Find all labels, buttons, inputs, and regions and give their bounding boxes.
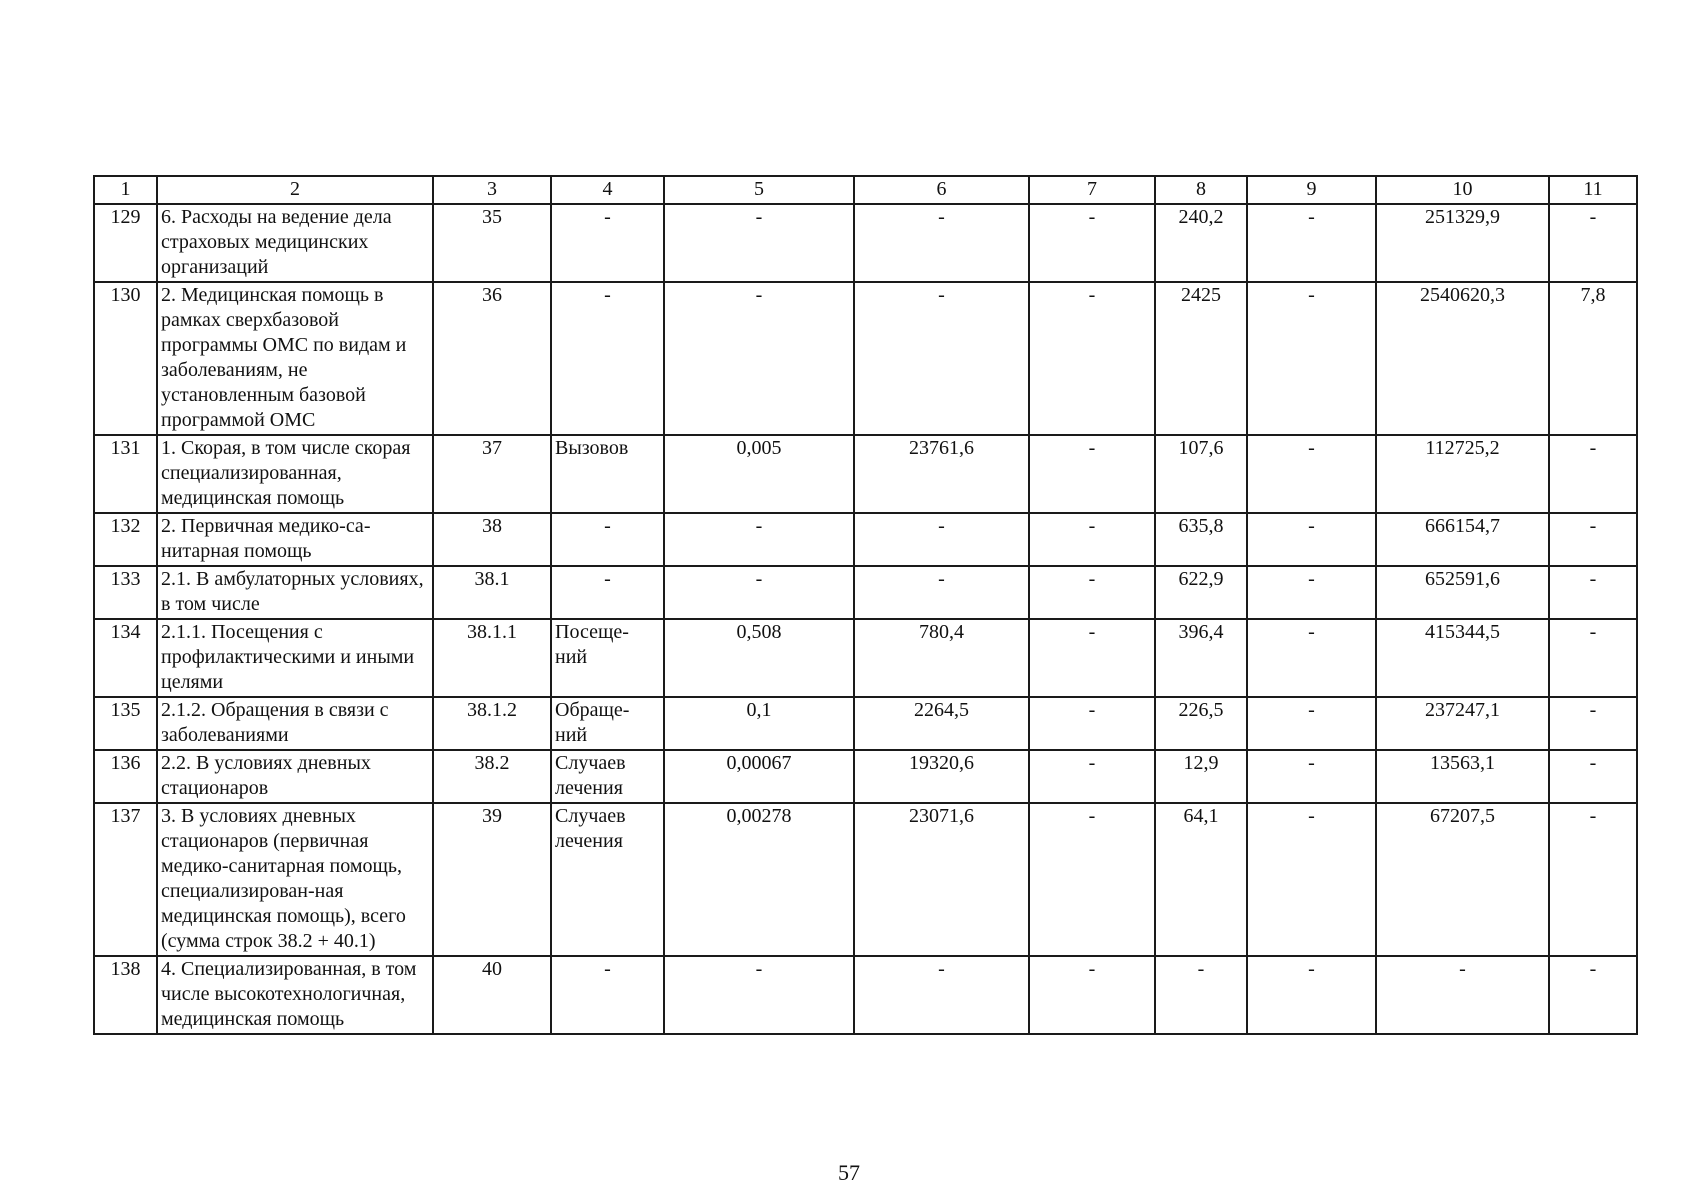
value-cell: - bbox=[854, 204, 1029, 282]
column-header: 9 bbox=[1247, 176, 1376, 204]
value-cell: - bbox=[1247, 566, 1376, 619]
value-cell: 67207,5 bbox=[1376, 803, 1549, 956]
row-name: 2.2. В условиях дневных стационаров bbox=[157, 750, 433, 803]
value-cell: - bbox=[1247, 435, 1376, 513]
value-cell: - bbox=[854, 282, 1029, 435]
value-cell: 107,6 bbox=[1155, 435, 1247, 513]
row-number: 131 bbox=[94, 435, 157, 513]
page-number: 57 bbox=[838, 1160, 860, 1185]
unit-cell: Посеще-ний bbox=[551, 619, 664, 697]
value-cell: 396,4 bbox=[1155, 619, 1247, 697]
column-header: 1 bbox=[94, 176, 157, 204]
value-cell: - bbox=[1155, 956, 1247, 1034]
value-cell: 251329,9 bbox=[1376, 204, 1549, 282]
unit-cell: Вызовов bbox=[551, 435, 664, 513]
value-cell: 635,8 bbox=[1155, 513, 1247, 566]
value-cell: 64,1 bbox=[1155, 803, 1247, 956]
line-code: 39 bbox=[433, 803, 551, 956]
row-number: 134 bbox=[94, 619, 157, 697]
column-header: 3 bbox=[433, 176, 551, 204]
value-cell: - bbox=[664, 956, 854, 1034]
value-cell: 2425 bbox=[1155, 282, 1247, 435]
table-row bbox=[94, 566, 1637, 619]
value-cell: - bbox=[854, 956, 1029, 1034]
line-code: 38 bbox=[433, 513, 551, 566]
value-cell: - bbox=[1029, 282, 1155, 435]
value-cell: 7,8 bbox=[1549, 282, 1637, 435]
column-number-row bbox=[94, 176, 1637, 204]
value-cell: 0,005 bbox=[664, 435, 854, 513]
value-cell: - bbox=[1549, 435, 1637, 513]
value-cell: - bbox=[1029, 750, 1155, 803]
value-cell: - bbox=[1549, 619, 1637, 697]
unit-cell: - bbox=[551, 282, 664, 435]
unit-cell: - bbox=[551, 566, 664, 619]
row-name: 6. Расходы на ведение дела страховых медицинских организаций bbox=[157, 204, 433, 282]
unit-cell: - bbox=[551, 204, 664, 282]
value-cell: 12,9 bbox=[1155, 750, 1247, 803]
table-row bbox=[94, 204, 1637, 282]
row-number: 129 bbox=[94, 204, 157, 282]
value-cell: 0,00278 bbox=[664, 803, 854, 956]
column-header: 4 bbox=[551, 176, 664, 204]
value-cell: 0,508 bbox=[664, 619, 854, 697]
value-cell: - bbox=[854, 513, 1029, 566]
row-number: 133 bbox=[94, 566, 157, 619]
table-row bbox=[94, 750, 1637, 803]
table-row bbox=[94, 282, 1637, 435]
data-table bbox=[93, 175, 1638, 1035]
column-header: 2 bbox=[157, 176, 433, 204]
value-cell: 0,00067 bbox=[664, 750, 854, 803]
column-header: 5 bbox=[664, 176, 854, 204]
unit-cell: - bbox=[551, 956, 664, 1034]
row-name: 2. Первичная медико-са-нитарная помощь bbox=[157, 513, 433, 566]
value-cell: - bbox=[1029, 566, 1155, 619]
value-cell: - bbox=[1247, 619, 1376, 697]
value-cell: - bbox=[1029, 435, 1155, 513]
value-cell: - bbox=[1247, 282, 1376, 435]
unit-cell: Случаев лечения bbox=[551, 750, 664, 803]
value-cell: - bbox=[1549, 513, 1637, 566]
value-cell: 23761,6 bbox=[854, 435, 1029, 513]
line-code: 40 bbox=[433, 956, 551, 1034]
value-cell: 415344,5 bbox=[1376, 619, 1549, 697]
value-cell: - bbox=[664, 282, 854, 435]
unit-cell: Обраще-ний bbox=[551, 697, 664, 750]
value-cell: 780,4 bbox=[854, 619, 1029, 697]
value-cell: - bbox=[1029, 956, 1155, 1034]
column-header: 8 bbox=[1155, 176, 1247, 204]
value-cell: - bbox=[1549, 204, 1637, 282]
table-row bbox=[94, 697, 1637, 750]
value-cell: 19320,6 bbox=[854, 750, 1029, 803]
column-header: 6 bbox=[854, 176, 1029, 204]
value-cell: - bbox=[1029, 619, 1155, 697]
table-row bbox=[94, 803, 1637, 956]
unit-cell: Случаев лечения bbox=[551, 803, 664, 956]
value-cell: - bbox=[664, 566, 854, 619]
row-number: 135 bbox=[94, 697, 157, 750]
value-cell: - bbox=[664, 204, 854, 282]
value-cell: - bbox=[1247, 513, 1376, 566]
row-name: 2.1.2. Обращения в связи с заболеваниями bbox=[157, 697, 433, 750]
value-cell: - bbox=[1549, 750, 1637, 803]
line-code: 38.1 bbox=[433, 566, 551, 619]
value-cell: 23071,6 bbox=[854, 803, 1029, 956]
value-cell: 240,2 bbox=[1155, 204, 1247, 282]
value-cell: 0,1 bbox=[664, 697, 854, 750]
value-cell: - bbox=[1247, 956, 1376, 1034]
value-cell: 622,9 bbox=[1155, 566, 1247, 619]
unit-cell: - bbox=[551, 513, 664, 566]
value-cell: 652591,6 bbox=[1376, 566, 1549, 619]
value-cell: - bbox=[1029, 513, 1155, 566]
row-name: 1. Скорая, в том числе скорая специализированная, медицинская помощь bbox=[157, 435, 433, 513]
line-code: 36 bbox=[433, 282, 551, 435]
line-code: 38.2 bbox=[433, 750, 551, 803]
column-header: 10 bbox=[1376, 176, 1549, 204]
row-name: 3. В условиях дневных стационаров (первичная медико-санитарная помощь, специализирован-ная медицинская помощь), всего (сумма строк 38.2 + 40.1) bbox=[157, 803, 433, 956]
column-header: 7 bbox=[1029, 176, 1155, 204]
value-cell: 112725,2 bbox=[1376, 435, 1549, 513]
value-cell: - bbox=[1029, 204, 1155, 282]
row-number: 137 bbox=[94, 803, 157, 956]
value-cell: 666154,7 bbox=[1376, 513, 1549, 566]
column-header: 11 bbox=[1549, 176, 1637, 204]
value-cell: - bbox=[1247, 803, 1376, 956]
value-cell: - bbox=[1376, 956, 1549, 1034]
row-name: 2.1. В амбулаторных условиях, в том числе bbox=[157, 566, 433, 619]
value-cell: - bbox=[1549, 956, 1637, 1034]
line-code: 38.1.2 bbox=[433, 697, 551, 750]
row-number: 130 bbox=[94, 282, 157, 435]
line-code: 38.1.1 bbox=[433, 619, 551, 697]
value-cell: - bbox=[1029, 697, 1155, 750]
value-cell: - bbox=[1549, 803, 1637, 956]
row-number: 138 bbox=[94, 956, 157, 1034]
value-cell: 13563,1 bbox=[1376, 750, 1549, 803]
value-cell: - bbox=[1029, 803, 1155, 956]
table-row bbox=[94, 435, 1637, 513]
table-row bbox=[94, 956, 1637, 1034]
row-name: 4. Специализированная, в том числе высокотехнологичная, медицинская помощь bbox=[157, 956, 433, 1034]
row-number: 136 bbox=[94, 750, 157, 803]
table-row bbox=[94, 619, 1637, 697]
table-row bbox=[94, 513, 1637, 566]
row-number: 132 bbox=[94, 513, 157, 566]
value-cell: - bbox=[1549, 697, 1637, 750]
value-cell: - bbox=[1247, 697, 1376, 750]
value-cell: - bbox=[1549, 566, 1637, 619]
value-cell: - bbox=[1247, 750, 1376, 803]
value-cell: 2264,5 bbox=[854, 697, 1029, 750]
value-cell: - bbox=[1247, 204, 1376, 282]
value-cell: 2540620,3 bbox=[1376, 282, 1549, 435]
row-name: 2. Медицинская помощь в рамках сверхбазовой программы ОМС по видам и заболеваниям, не установленным базовой программой ОМС bbox=[157, 282, 433, 435]
value-cell: 237247,1 bbox=[1376, 697, 1549, 750]
value-cell: - bbox=[854, 566, 1029, 619]
value-cell: 226,5 bbox=[1155, 697, 1247, 750]
line-code: 37 bbox=[433, 435, 551, 513]
line-code: 35 bbox=[433, 204, 551, 282]
row-name: 2.1.1. Посещения с профилактическими и иными целями bbox=[157, 619, 433, 697]
value-cell: - bbox=[664, 513, 854, 566]
